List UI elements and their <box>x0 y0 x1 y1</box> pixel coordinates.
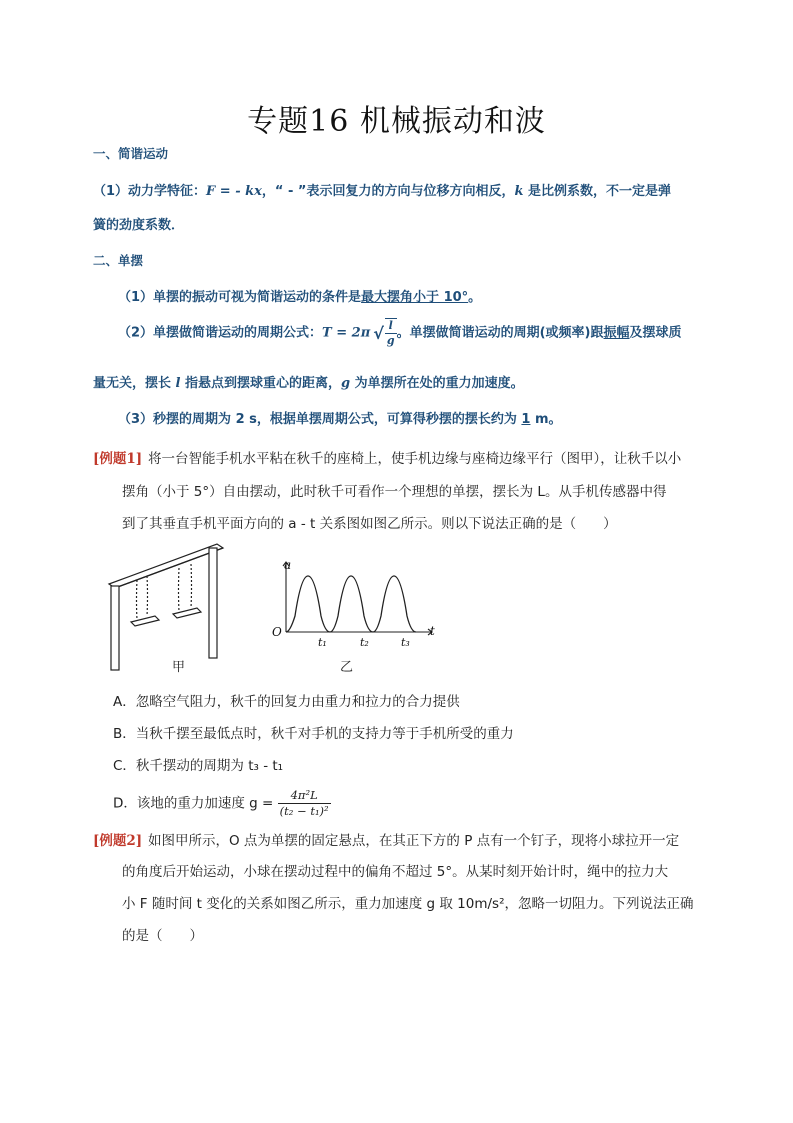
example2-line4: 的是（ ） <box>122 928 203 944</box>
pendulum-period-T: T = 2π <box>322 325 371 341</box>
pendulum-p2-a: （2）单摆做简谐运动的周期公式： <box>118 325 323 341</box>
example1-line1: 将一台智能手机水平粘在秋千的座椅上，使手机边缘与座椅边缘平行（图甲），让秋千以小 <box>148 451 682 467</box>
example2-line3: 小 F 随时间 t 变化的关系如图乙所示，重力加速度 g 取 10m/s²，忽略一切阻力。下列说法正确 <box>122 896 694 912</box>
graph-tick-t3: t₃ <box>401 636 410 649</box>
fraction-g: g <box>386 334 395 347</box>
graph-origin: O <box>272 625 282 639</box>
example2-tag: [例题2] <box>93 833 143 849</box>
example1-option-b: B．当秋千摆至最低点时，秋千对手机的支持力等于手机所受的重力 <box>113 726 514 742</box>
pendulum-p2-line2 <box>93 372 524 391</box>
option-d-denominator: (t₂ − t₁)² <box>279 804 329 818</box>
figure-left-caption: 甲 <box>172 660 186 675</box>
fraction-l: l <box>385 319 397 334</box>
example1-line2: 摆角（小于 5°）自由摆动，此时秋千可看作一个理想的单摆，摆长为 L。从手机传感器中得 <box>122 484 667 500</box>
page-title: 专题16 机械振动和波 <box>247 104 546 139</box>
pendulum-p1-b: 。 <box>468 290 482 305</box>
pendulum-fraction <box>385 318 397 348</box>
pendulum-p2-l: l <box>175 376 181 391</box>
example1-option-c: C．秋千摆动的周期为 t₃ - t₁ <box>113 758 284 774</box>
graph-x-label: t <box>430 624 435 638</box>
pendulum-p2-b: 。单摆做简谐运动的周期(或频率)跟 <box>396 325 604 341</box>
example1-option-d <box>113 788 331 819</box>
swing-set-figure <box>103 540 238 675</box>
pendulum-p3-a: （3）秒摆的周期为 2 s，根据单摆周期公式，可算得秒摆的摆长约为 <box>118 412 522 427</box>
graph-curve <box>286 576 416 632</box>
shm-k: k <box>514 184 524 199</box>
graph-y-label: a <box>284 558 292 572</box>
pendulum-p1-underlined: 最大摆角小于 10° <box>361 290 469 305</box>
example1-line3: 到了其垂直手机平面方向的 a - t 关系图如图乙所示。则以下说法正确的是（ ） <box>122 516 617 532</box>
graph-tick-t1: t₁ <box>318 636 327 649</box>
pendulum-p2-l2c: 为单摆所在处的重力加速度。 <box>350 376 524 391</box>
pendulum-p2-l2b: 指悬点到摆球重心的距离， <box>180 376 342 391</box>
pendulum-p2-l2a: 量无关，摆长 <box>93 376 176 391</box>
pendulum-p3-underlined: 1 <box>521 412 531 427</box>
pendulum-p2-underlined: 振幅 <box>603 325 630 341</box>
option-d-numerator: 4π²L <box>278 788 331 804</box>
sqrt-sign: √ <box>373 323 384 343</box>
example2-line2: 的角度后开始运动，小球在摆动过程中的偏角不超过 5°。从某时刻开始计时，绳中的拉力大 <box>122 864 669 880</box>
pendulum-p1 <box>118 286 481 305</box>
pendulum-p2-g: g <box>341 376 351 391</box>
example1-tag: [例题1] <box>93 451 143 467</box>
shm-p1-a: （1）动力学特征： <box>93 184 207 199</box>
option-d-text: D．该地的重力加速度 g = <box>113 795 278 812</box>
example1-option-a: A．忽略空气阻力，秋千的回复力由重力和拉力的合力提供 <box>113 694 460 710</box>
section-heading-pendulum: 二、单摆 <box>93 253 144 268</box>
pendulum-p1-a: （1）单摆的振动可视为简谐运动的条件是 <box>118 290 362 305</box>
shm-p1-b: ，“ - ”表示回复力的方向与位移方向相反， <box>261 184 515 199</box>
pendulum-p2-line1 <box>118 318 682 348</box>
example2-line1: 如图甲所示，O 点为单摆的固定悬点，在其正下方的 P 点有一个钉子，现将小球拉开一定 <box>148 833 680 849</box>
option-d-fraction <box>278 788 331 819</box>
graph-tick-t2: t₂ <box>360 636 369 649</box>
figure-right-caption: 乙 <box>340 660 354 675</box>
shm-paragraph-line2: 簧的劲度系数． <box>93 218 185 233</box>
pendulum-p3-b: m。 <box>530 412 562 427</box>
shm-formula: F = - kx <box>206 184 262 199</box>
pendulum-p2-c: 及摆球质 <box>629 325 682 341</box>
shm-p1-c: 是比例系数，不一定是弹 <box>523 184 671 199</box>
shm-paragraph-line1 <box>93 180 671 199</box>
acceleration-time-graph <box>268 556 438 658</box>
pendulum-p3 <box>118 408 562 427</box>
section-heading-shm: 一、简谐运动 <box>93 146 169 161</box>
